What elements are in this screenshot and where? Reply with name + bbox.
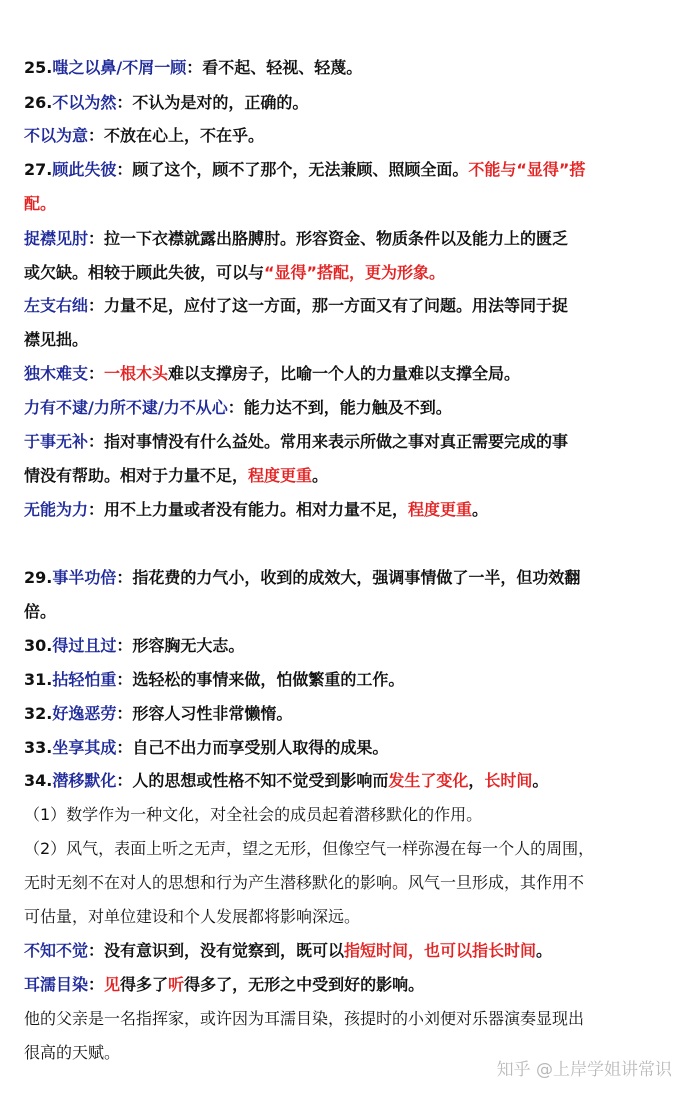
idiom-term: 坐享其成 bbox=[52, 738, 117, 757]
body-text: ：没有意识到，没有觉察到，既可以 bbox=[88, 941, 345, 960]
body-text: ：指对事情没有什么益处。常用来表示所做之事对真正需要完成的事 bbox=[88, 432, 569, 451]
idiom-term: 拈轻怕重 bbox=[52, 670, 117, 689]
idiom-term: 得过且过 bbox=[52, 636, 117, 655]
highlight-text: 指短时间，也可以指长时间 bbox=[344, 941, 537, 960]
item-number: 26. bbox=[24, 93, 53, 112]
idiom-term: 独木难支 bbox=[24, 364, 89, 383]
highlight-text: 不能与“显得”搭 bbox=[468, 160, 586, 179]
highlight-text: 程度更重 bbox=[408, 500, 473, 519]
highlight-text: 程度更重 bbox=[248, 466, 313, 485]
item-number: 27. bbox=[24, 160, 53, 179]
text-line bbox=[24, 907, 668, 927]
text-line bbox=[24, 500, 668, 520]
highlight-text: 长时间 bbox=[484, 771, 533, 790]
body-text: ：能力达不到，能力触及不到。 bbox=[227, 398, 452, 417]
highlight-text: 一根木头 bbox=[104, 364, 169, 383]
text-line bbox=[24, 398, 668, 418]
idiom-term: 左支右绌 bbox=[24, 296, 89, 315]
body-text: ： bbox=[88, 975, 105, 994]
text-line bbox=[24, 263, 668, 283]
text-line bbox=[24, 568, 668, 588]
highlight-text: 见 bbox=[104, 975, 121, 994]
body-text: 很高的天赋。 bbox=[24, 1043, 121, 1062]
idiom-term: 顾此失彼 bbox=[52, 160, 117, 179]
body-text: ， bbox=[468, 771, 485, 790]
item-number: 25. bbox=[24, 58, 53, 77]
text-line bbox=[24, 194, 668, 214]
item-number: 33. bbox=[24, 738, 53, 757]
text-line bbox=[24, 602, 668, 622]
text-line bbox=[24, 839, 668, 859]
item-number: 34. bbox=[24, 771, 53, 790]
text-line bbox=[24, 670, 668, 690]
body-text: ：顾了这个，顾不了那个，无法兼顾、照顾全面。 bbox=[116, 160, 469, 179]
idiom-term: 好逸恶劳 bbox=[52, 704, 117, 723]
text-line bbox=[24, 771, 668, 791]
text-line bbox=[24, 160, 668, 180]
text-line bbox=[24, 738, 668, 758]
body-text: 得多了，无形之中受到好的影响。 bbox=[184, 975, 425, 994]
text-line bbox=[24, 432, 668, 452]
idiom-term: 力有不逮/力所不逮/力不从心 bbox=[24, 398, 228, 417]
body-text: ：形容胸无大志。 bbox=[116, 636, 245, 655]
body-text: 情没有帮助。相对于力量不足， bbox=[24, 466, 249, 485]
body-text: 无时无刻不在对人的思想和行为产生潜移默化的影响。风气一旦形成，其作用不 bbox=[24, 873, 585, 892]
text-line bbox=[24, 636, 668, 656]
body-text: ：形容人习性非常懒惰。 bbox=[116, 704, 293, 723]
body-text: ：不认为是对的，正确的。 bbox=[116, 93, 309, 112]
highlight-text: “显得”搭配，更为形象。 bbox=[264, 263, 446, 282]
idiom-term: 不以为然 bbox=[52, 93, 117, 112]
body-text: 难以支撑房子，比喻一个人的力量难以支撑全局。 bbox=[168, 364, 521, 383]
body-text: 得多了 bbox=[120, 975, 169, 994]
body-text: 襟见拙。 bbox=[24, 330, 89, 349]
body-text: ：选轻松的事情来做，怕做繁重的工作。 bbox=[116, 670, 405, 689]
text-line bbox=[24, 466, 668, 486]
highlight-text: 听 bbox=[168, 975, 185, 994]
highlight-text: 配。 bbox=[24, 194, 57, 213]
body-text: 或欠缺。相较于顾此失彼，可以与 bbox=[24, 263, 265, 282]
highlight-text: 发生了变化 bbox=[388, 771, 469, 790]
item-number: 29. bbox=[24, 568, 53, 587]
text-line bbox=[24, 975, 668, 995]
item-number: 31. bbox=[24, 670, 53, 689]
item-number: 30. bbox=[24, 636, 53, 655]
body-text: 。 bbox=[312, 466, 329, 485]
idiom-term: 耳濡目染 bbox=[24, 975, 89, 994]
text-line bbox=[24, 873, 668, 893]
body-text: ：拉一下衣襟就露出胳膊肘。形容资金、物质条件以及能力上的匮乏 bbox=[88, 229, 569, 248]
text-line bbox=[24, 1009, 668, 1029]
text-line bbox=[24, 364, 668, 384]
idiom-term: 事半功倍 bbox=[52, 568, 117, 587]
idiom-term: 捉襟见肘 bbox=[24, 229, 89, 248]
body-text: ：人的思想或性格不知不觉受到影响而 bbox=[116, 771, 389, 790]
body-text: （1）数学作为一种文化，对全社会的成员起着潜移默化的作用。 bbox=[24, 805, 483, 824]
body-text: ：不放在心上，不在乎。 bbox=[88, 126, 265, 145]
body-text: 倍。 bbox=[24, 602, 57, 621]
text-line bbox=[24, 126, 668, 146]
text-line bbox=[24, 704, 668, 724]
body-text: 。 bbox=[472, 500, 489, 519]
watermark: 知乎 @上岸学姐讲常识 bbox=[496, 1060, 672, 1080]
body-text: 。 bbox=[532, 771, 549, 790]
text-line bbox=[24, 296, 668, 316]
idiom-term: 潜移默化 bbox=[52, 771, 117, 790]
item-number: 32. bbox=[24, 704, 53, 723]
idiom-term: 不知不觉 bbox=[24, 941, 89, 960]
text-line bbox=[24, 93, 668, 113]
idiom-term: 无能为力 bbox=[24, 500, 89, 519]
text-line bbox=[24, 805, 668, 825]
idiom-term: 于事无补 bbox=[24, 432, 89, 451]
text-line bbox=[24, 941, 668, 961]
body-text: ：看不起、轻视、轻蔑。 bbox=[186, 58, 363, 77]
body-text: ：指花费的力气小，收到的成效大，强调事情做了一半，但功效翻 bbox=[116, 568, 581, 587]
body-text: ：力量不足，应付了这一方面，那一方面又有了问题。用法等同于捉 bbox=[88, 296, 569, 315]
body-text: （2）风气，表面上听之无声，望之无形，但像空气一样弥漫在每一个人的周围， bbox=[24, 839, 595, 858]
body-text: 。 bbox=[536, 941, 553, 960]
idiom-term: 不以为意 bbox=[24, 126, 89, 145]
text-line bbox=[24, 229, 668, 249]
body-text: 他的父亲是一名指挥家，或许因为耳濡目染，孩提时的小刘便对乐器演奏显现出 bbox=[24, 1009, 585, 1028]
text-line bbox=[24, 330, 668, 350]
body-text: 可估量，对单位建设和个人发展都将影响深远。 bbox=[24, 907, 361, 926]
text-line bbox=[24, 58, 668, 78]
body-text: ：自己不出力而享受别人取得的成果。 bbox=[116, 738, 389, 757]
body-text: ：用不上力量或者没有能力。相对力量不足， bbox=[88, 500, 409, 519]
body-text: ： bbox=[88, 364, 105, 383]
idiom-term: 嗤之以鼻/不屑一顾 bbox=[52, 58, 187, 77]
